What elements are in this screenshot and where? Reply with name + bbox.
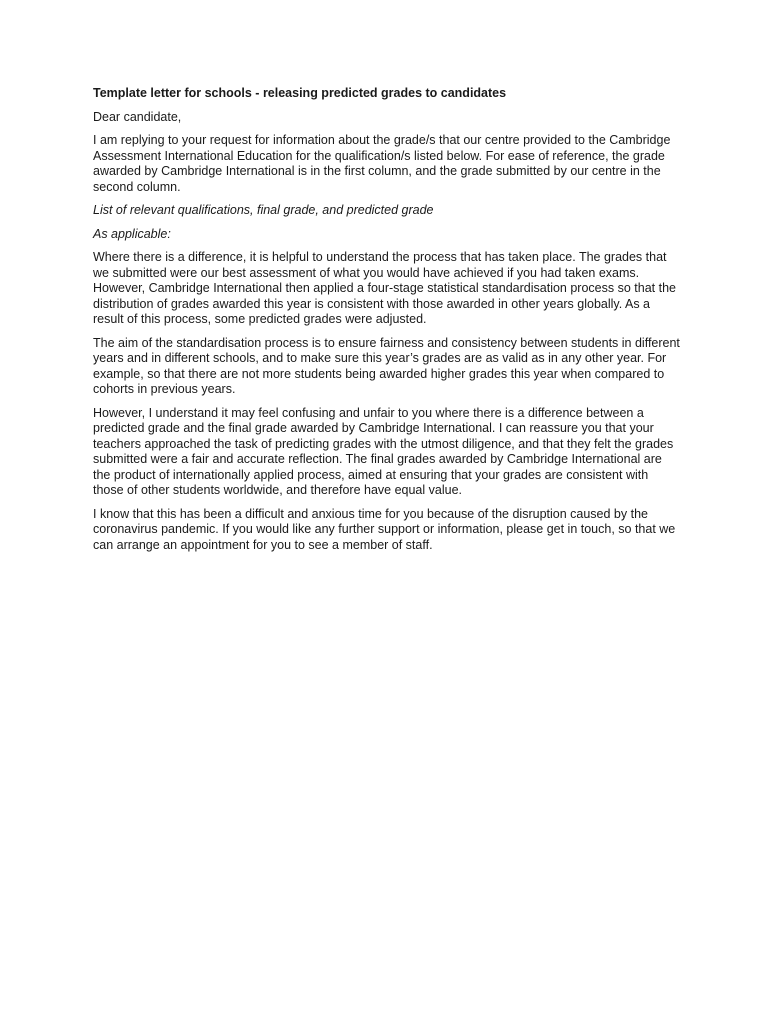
letter-body: [93, 86, 681, 561]
paragraph-request: I am replying to your request for information about the grade/s that our centre provided to the Cambridge Assessment International Education for the qualification/s listed below. For ease of reference, the grade awarded by Cambridge International is in the first column, and the grade submitted by our centre in the second column.: [93, 133, 671, 194]
paragraph-reassurance: However, I understand it may feel confusing and unfair to you where there is a difference between a predicted grade and the final grade awarded by Cambridge International. I can reassure you that your teachers approached the task of predicting grades with the utmost diligence, and that they felt the grades submitted were a fair and accurate reflection. The final grades awarded by Cambridge International are the product of internationally applied process, aimed at ensuring that your grades are consistent with those of other students worldwide, and therefore have equal value.: [93, 405, 674, 497]
paragraph-difference: Where there is a difference, it is helpful to understand the process that has taken place. The grades that we submitted were our best assessment of what you would have achieved if you had taken exams. However, Cambridge International then applied a four-stage statistical standardisation process so that the distribution of grades awarded this year is consistent with those awarded in other years globally. As a result of this process, some predicted grades were adjusted.: [93, 250, 676, 326]
paragraph-closing: I know that this has been a difficult and anxious time for you because of the disruption caused by the coronavirus pandemic. If you would like any further support or information, please get in touch, so that we can arrange an appointment for you to see a member of staff.: [93, 506, 676, 552]
as-applicable-label: As applicable:: [93, 226, 171, 241]
paragraph-standardisation-aim: The aim of the standardisation process is to ensure fairness and consistency between students in different years and in different schools, and to make sure this year’s grades are as valid as in any other year. For example, so that there are not more students being awarded higher grades this year when compared to cohorts in previous years.: [93, 335, 680, 396]
qualifications-list-heading: List of relevant qualifications, final grade, and predicted grade: [93, 203, 434, 217]
salutation: Dear candidate,: [93, 109, 182, 124]
letter-title: Template letter for schools - releasing predicted grades to candidates: [93, 86, 507, 100]
